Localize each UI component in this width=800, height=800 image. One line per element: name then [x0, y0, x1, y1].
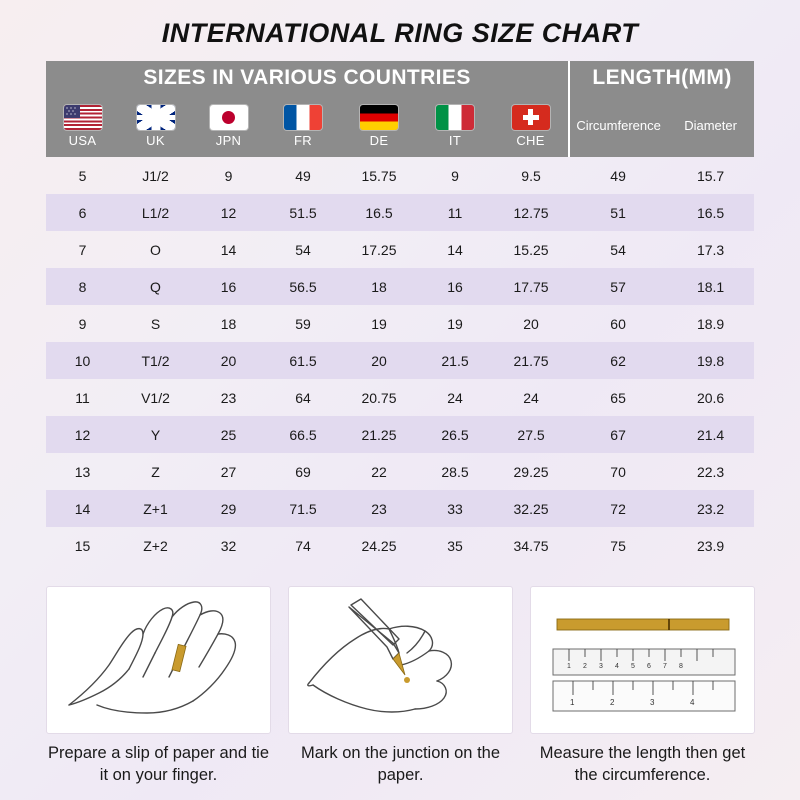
- cell-fr: 74: [295, 537, 311, 554]
- cell-uk: J1/2: [142, 167, 169, 184]
- header-col-fr: [265, 95, 341, 157]
- cell-usa: 12: [46, 416, 119, 453]
- ruler-measure-icon: [530, 586, 755, 734]
- cell-jpn: 20: [192, 342, 265, 379]
- cell-uk: Y: [119, 416, 192, 453]
- cell-fr: 49: [295, 167, 311, 184]
- svg-text:1: 1: [567, 663, 571, 670]
- country-code-usa: USA: [68, 132, 97, 148]
- instruction-panels: [46, 586, 754, 787]
- cell-che: 12.75: [493, 194, 569, 231]
- table-row: [46, 305, 754, 342]
- cell-it: 35: [447, 537, 463, 554]
- cell-circumference: 67: [569, 416, 667, 453]
- cell-de: 18: [341, 268, 417, 305]
- flag-italy-icon: [436, 105, 474, 130]
- header-group-length: LENGTH(MM): [569, 61, 754, 95]
- cell-circumference: 54: [610, 241, 626, 258]
- cell-uk: Z: [151, 463, 160, 480]
- cell-jpn: 32: [220, 537, 237, 554]
- cell-fr: 61.5: [265, 342, 341, 379]
- cell-che: 20: [523, 315, 539, 332]
- cell-de: 20: [341, 342, 417, 379]
- cell-fr: 56.5: [265, 268, 341, 305]
- cell-it: 26.5: [417, 416, 493, 453]
- table-row: [46, 268, 754, 305]
- svg-text:3: 3: [650, 698, 655, 707]
- cell-che: 34.75: [513, 537, 549, 554]
- svg-text:6: 6: [647, 663, 651, 670]
- ring-size-table: [46, 61, 754, 564]
- cell-uk: Q: [119, 268, 192, 305]
- cell-de: 24.25: [361, 537, 397, 554]
- cell-fr: 51.5: [265, 194, 341, 231]
- table-row: [46, 157, 754, 194]
- cell-fr: 64: [295, 389, 311, 406]
- svg-text:8: 8: [679, 663, 683, 670]
- cell-che: 21.75: [493, 342, 569, 379]
- cell-de: 23: [341, 490, 417, 527]
- header-col-che: [493, 95, 569, 157]
- cell-it: 11: [417, 194, 493, 231]
- svg-text:2: 2: [610, 698, 615, 707]
- cell-usa: 11: [75, 389, 90, 406]
- cell-che: 27.5: [493, 416, 569, 453]
- cell-uk: L1/2: [119, 194, 192, 231]
- cell-circumference: 51: [569, 194, 667, 231]
- country-code-uk: UK: [146, 132, 165, 148]
- cell-de: 16.5: [341, 194, 417, 231]
- cell-usa: 13: [74, 463, 91, 480]
- table-row: [46, 342, 754, 379]
- header-col-uk: [119, 95, 192, 157]
- instruction-step-2: [288, 586, 513, 787]
- cell-diameter: 21.4: [667, 416, 754, 453]
- cell-jpn: 9: [224, 167, 233, 184]
- table-row: [46, 527, 754, 564]
- cell-circumference: 62: [569, 342, 667, 379]
- flag-uk-icon: [137, 105, 175, 130]
- cell-usa: 8: [46, 268, 119, 305]
- table-row: [46, 416, 754, 453]
- cell-it: 21.5: [417, 342, 493, 379]
- cell-che: 15.25: [513, 241, 549, 258]
- flag-germany-icon: [360, 105, 398, 130]
- cell-usa: 15: [74, 537, 91, 554]
- cell-it: 24: [447, 389, 463, 406]
- cell-diameter: 20.6: [696, 389, 725, 406]
- cell-diameter: 16.5: [667, 194, 754, 231]
- header-col-usa: [46, 95, 119, 157]
- table-row: [46, 490, 754, 527]
- header-col-de: [341, 95, 417, 157]
- cell-diameter: 18.9: [696, 315, 725, 332]
- cell-de: 15.75: [361, 167, 397, 184]
- cell-che: 32.25: [493, 490, 569, 527]
- country-code-che: CHE: [516, 132, 545, 148]
- header-col-diameter: Diameter: [667, 95, 754, 157]
- cell-uk: S: [150, 315, 161, 332]
- cell-che: 17.75: [493, 268, 569, 305]
- table-header-columns: [46, 95, 754, 157]
- svg-text:2: 2: [583, 663, 587, 670]
- instruction-step-3: [530, 586, 755, 787]
- cell-it: 16: [417, 268, 493, 305]
- cell-jpn: 27: [220, 463, 237, 480]
- flag-japan-icon: [210, 105, 248, 130]
- cell-usa: 9: [78, 315, 87, 332]
- table-row: [46, 453, 754, 490]
- svg-text:4: 4: [615, 663, 619, 670]
- cell-jpn: 18: [220, 315, 237, 332]
- table-row: [46, 231, 754, 268]
- cell-usa: 5: [78, 167, 87, 184]
- svg-text:5: 5: [631, 663, 635, 670]
- cell-jpn: 23: [220, 389, 237, 406]
- cell-diameter: 23.2: [667, 490, 754, 527]
- cell-diameter: 17.3: [696, 241, 725, 258]
- country-code-fr: FR: [294, 132, 312, 148]
- cell-uk: T1/2: [119, 342, 192, 379]
- table-header-groups: [46, 61, 754, 95]
- cell-uk: O: [150, 241, 161, 258]
- cell-uk: V1/2: [141, 389, 170, 406]
- cell-diameter: 18.1: [667, 268, 754, 305]
- instruction-step-1: [46, 586, 271, 787]
- country-code-it: IT: [448, 132, 462, 148]
- cell-it: 33: [417, 490, 493, 527]
- cell-circumference: 57: [569, 268, 667, 305]
- cell-usa: 7: [78, 241, 87, 258]
- cell-de: 20.75: [361, 389, 397, 406]
- cell-fr: 66.5: [265, 416, 341, 453]
- svg-text:4: 4: [690, 698, 695, 707]
- cell-che: 29.25: [513, 463, 549, 480]
- page-title: INTERNATIONAL RING SIZE CHART: [161, 18, 639, 48]
- country-code-jpn: JPN: [215, 132, 242, 148]
- header-col-circumference: Circumference: [569, 95, 667, 157]
- cell-usa: 6: [46, 194, 119, 231]
- cell-che: 24: [523, 389, 539, 406]
- cell-diameter: 22.3: [696, 463, 725, 480]
- cell-fr: 54: [295, 241, 311, 258]
- cell-fr: 69: [295, 463, 311, 480]
- cell-it: 28.5: [441, 463, 469, 480]
- cell-jpn: 12: [192, 194, 265, 231]
- table-row: [46, 194, 754, 231]
- flag-switzerland-icon: [512, 105, 550, 130]
- header-col-it: [417, 95, 493, 157]
- table-row: [46, 379, 754, 416]
- cell-jpn: 29: [192, 490, 265, 527]
- flag-usa-icon: [64, 105, 102, 130]
- instruction-caption: Mark on the junction on the paper.: [300, 744, 501, 784]
- cell-it: 9: [451, 167, 459, 184]
- hand-paper-strip-icon: [46, 586, 271, 734]
- instruction-caption: Prepare a slip of paper and tie it on your finger.: [47, 744, 270, 784]
- hand-pen-mark-icon: [288, 586, 513, 734]
- cell-fr: 71.5: [265, 490, 341, 527]
- cell-usa: 14: [46, 490, 119, 527]
- cell-it: 14: [447, 241, 463, 258]
- cell-diameter: 15.7: [696, 167, 725, 184]
- cell-de: 17.25: [361, 241, 397, 258]
- cell-usa: 10: [46, 342, 119, 379]
- svg-text:7: 7: [663, 663, 667, 670]
- cell-de: 19: [371, 315, 387, 332]
- cell-de: 22: [371, 463, 387, 480]
- header-group-countries: SIZES IN VARIOUS COUNTRIES: [46, 61, 569, 95]
- instruction-caption: Measure the length then get the circumference.: [539, 744, 746, 784]
- svg-text:1: 1: [570, 698, 575, 707]
- cell-uk: Z+1: [119, 490, 192, 527]
- svg-text:3: 3: [599, 663, 603, 670]
- header-col-jpn: [192, 95, 265, 157]
- cell-circumference: 70: [610, 463, 626, 480]
- cell-de: 21.25: [341, 416, 417, 453]
- table-body: [46, 157, 754, 564]
- cell-fr: 59: [295, 315, 311, 332]
- cell-circumference: 75: [610, 537, 626, 554]
- cell-circumference: 49: [610, 167, 626, 184]
- cell-it: 19: [447, 315, 463, 332]
- cell-jpn: 25: [192, 416, 265, 453]
- cell-uk: Z+2: [143, 537, 168, 554]
- cell-diameter: 19.8: [667, 342, 754, 379]
- cell-circumference: 72: [569, 490, 667, 527]
- cell-che: 9.5: [521, 167, 541, 184]
- country-code-de: DE: [369, 132, 389, 148]
- cell-jpn: 16: [192, 268, 265, 305]
- cell-jpn: 14: [220, 241, 237, 258]
- cell-diameter: 23.9: [696, 537, 725, 554]
- flag-france-icon: [284, 105, 322, 130]
- cell-circumference: 65: [610, 389, 626, 406]
- cell-circumference: 60: [610, 315, 626, 332]
